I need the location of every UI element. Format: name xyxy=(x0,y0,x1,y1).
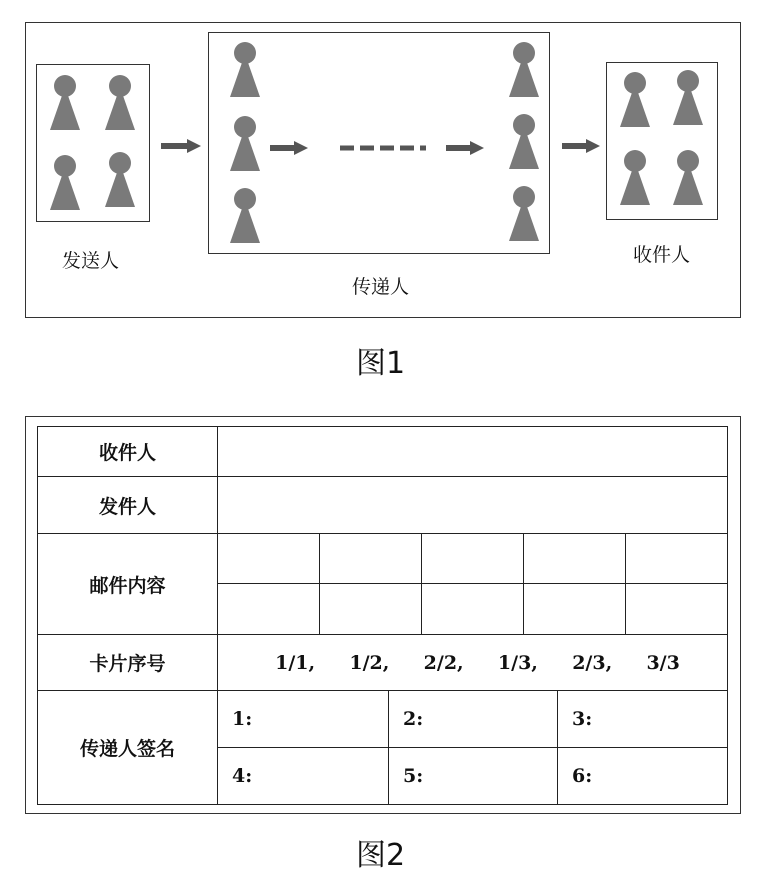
mail-card-table xyxy=(37,426,728,805)
person-icon xyxy=(227,40,263,98)
card-seq-item: 1/2, xyxy=(349,651,390,674)
arrow-icon xyxy=(562,139,600,153)
sender-field[interactable] xyxy=(218,477,728,534)
courier-sign-header: 传递人签名 xyxy=(38,691,218,805)
figure2-caption: 图2 xyxy=(356,838,406,873)
card-seq-item: 2/2, xyxy=(423,651,464,674)
arrow-icon xyxy=(161,139,201,153)
person-icon xyxy=(506,40,542,98)
signature-slot[interactable]: 3: xyxy=(558,691,728,748)
content-cell[interactable] xyxy=(524,584,626,635)
table-row xyxy=(38,534,728,584)
person-icon xyxy=(102,73,138,131)
table-row xyxy=(38,635,728,691)
person-icon xyxy=(617,70,653,128)
person-icon xyxy=(47,153,83,211)
signature-slot[interactable]: 4: xyxy=(218,748,389,805)
person-icon xyxy=(506,112,542,170)
dashed-line-icon xyxy=(340,145,426,151)
person-icon xyxy=(102,150,138,208)
person-icon xyxy=(506,184,542,242)
signature-slot[interactable]: 1: xyxy=(218,691,389,748)
sender-label: 发送人 xyxy=(62,250,120,272)
content-cell[interactable] xyxy=(320,534,422,584)
content-cell[interactable] xyxy=(320,584,422,635)
card-seq-item: 1/3, xyxy=(497,651,538,674)
arrow-icon xyxy=(270,141,308,155)
person-icon xyxy=(227,114,263,172)
content-cell[interactable] xyxy=(218,584,320,635)
content-cell[interactable] xyxy=(626,584,728,635)
person-icon xyxy=(617,148,653,206)
signature-slot[interactable]: 2: xyxy=(389,691,558,748)
receiver-header: 收件人 xyxy=(38,427,218,477)
sender-header: 发件人 xyxy=(38,477,218,534)
table-row xyxy=(38,427,728,477)
signature-slot[interactable]: 6: xyxy=(558,748,728,805)
card-seq-item: 3/3 xyxy=(646,651,680,674)
content-cell[interactable] xyxy=(524,534,626,584)
person-icon xyxy=(47,73,83,131)
card-seq-item: 1/1, xyxy=(275,651,316,674)
person-icon xyxy=(670,148,706,206)
person-icon xyxy=(227,186,263,244)
receiver-label: 收件人 xyxy=(633,244,691,266)
table-row xyxy=(38,477,728,534)
content-header: 邮件内容 xyxy=(38,534,218,635)
person-icon xyxy=(670,68,706,126)
figure1-caption: 图1 xyxy=(356,346,406,381)
content-cell[interactable] xyxy=(422,584,524,635)
card-seq-header: 卡片序号 xyxy=(38,635,218,691)
content-cell[interactable] xyxy=(422,534,524,584)
table-row xyxy=(38,691,728,748)
card-seq-item: 2/3, xyxy=(572,651,613,674)
card-seq-cell xyxy=(218,635,728,691)
content-cell[interactable] xyxy=(626,534,728,584)
arrow-icon xyxy=(446,141,484,155)
content-cell[interactable] xyxy=(218,534,320,584)
receiver-field[interactable] xyxy=(218,427,728,477)
courier-label: 传递人 xyxy=(352,276,410,298)
signature-slot[interactable]: 5: xyxy=(389,748,558,805)
